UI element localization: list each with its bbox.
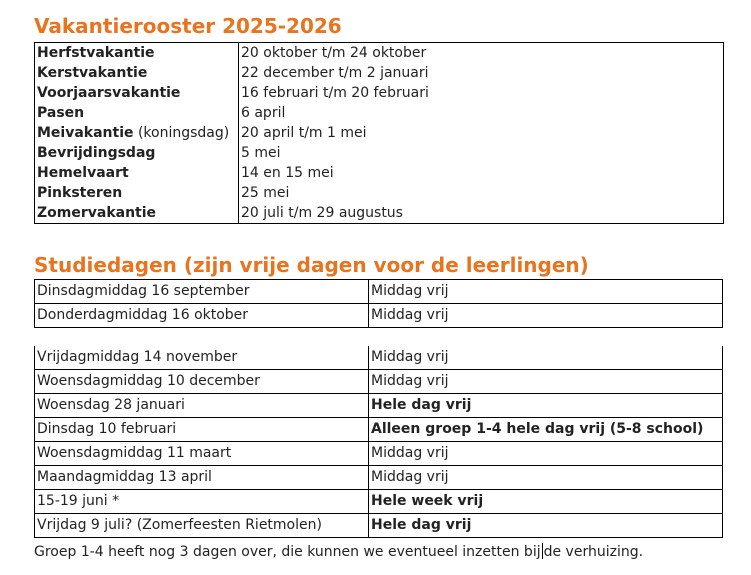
vacation-note: (koningsdag) <box>133 124 230 141</box>
vacation-name-cell <box>35 143 239 163</box>
vacation-row <box>35 203 724 224</box>
vacation-row <box>35 123 724 143</box>
study-day-date: Woensdagmiddag 10 december <box>35 370 369 394</box>
footnote <box>34 543 643 560</box>
vacation-table <box>34 42 724 224</box>
vacation-title: Vakantierooster 2025-2026 <box>34 14 342 38</box>
study-day-date: Vrijdagmiddag 14 november <box>35 346 369 370</box>
vacation-row <box>35 83 724 103</box>
study-day-row <box>35 370 723 394</box>
vacation-name-cell <box>35 83 239 103</box>
vacation-name-cell <box>35 163 239 183</box>
vacation-row <box>35 163 724 183</box>
vacation-row <box>35 143 724 163</box>
vacation-dates: 20 oktober t/m 24 oktober <box>241 44 427 61</box>
study-day-status: Hele dag vrij <box>369 514 723 538</box>
study-day-row <box>35 346 723 370</box>
study-day-row <box>35 490 723 514</box>
study-day-status: Middag vrij <box>369 466 723 490</box>
study-day-status: Middag vrij <box>369 370 723 394</box>
study-days-title: Studiedagen (zijn vrije dagen voor de leerlingen) <box>34 253 589 277</box>
vacation-dates: 20 april t/m 1 mei <box>241 124 367 141</box>
vacation-dates: 25 mei <box>241 184 290 201</box>
vacation-name: Meivakantie <box>37 124 134 141</box>
study-day-status: Middag vrij <box>369 346 723 370</box>
study-day-row <box>35 442 723 466</box>
vacation-name-cell <box>35 103 239 123</box>
vacation-name: Voorjaarsvakantie <box>37 84 181 101</box>
footnote-text-end: de verhuizing. <box>543 544 644 560</box>
vacation-name: Hemelvaart <box>37 164 129 181</box>
study-day-date: Woensdag 28 januari <box>35 394 369 418</box>
vacation-row <box>35 63 724 83</box>
study-day-row <box>35 304 723 328</box>
vacation-dates: 22 december t/m 2 januari <box>241 64 429 81</box>
study-days-table-1 <box>34 279 723 328</box>
vacation-name: Herfstvakantie <box>37 44 155 61</box>
study-day-row <box>35 514 723 538</box>
vacation-name-cell <box>35 203 239 224</box>
study-day-row <box>35 466 723 490</box>
study-day-status: Hele dag vrij <box>369 394 723 418</box>
vacation-name: Kerstvakantie <box>37 64 148 81</box>
vacation-row <box>35 183 724 203</box>
study-day-status: Hele week vrij <box>369 490 723 514</box>
vacation-dates: 20 juli t/m 29 augustus <box>241 204 403 221</box>
vacation-row <box>35 43 724 64</box>
study-day-status: Alleen groep 1-4 hele dag vrij (5-8 school) <box>369 418 723 442</box>
study-day-date: Dinsdagmiddag 16 september <box>35 280 369 304</box>
study-day-date: Donderdagmiddag 16 oktober <box>35 304 369 328</box>
study-day-status: Middag vrij <box>369 442 723 466</box>
study-day-date: Dinsdag 10 februari <box>35 418 369 442</box>
study-day-status: Middag vrij <box>369 280 723 304</box>
vacation-name-cell <box>35 123 239 143</box>
study-day-date: Woensdagmiddag 11 maart <box>35 442 369 466</box>
footnote-text-start: Groep 1-4 heeft nog 3 dagen over, die kunnen we eventueel inzetten bij <box>34 544 541 560</box>
text-cursor <box>542 543 543 559</box>
vacation-dates: 14 en 15 mei <box>241 164 334 181</box>
vacation-name: Zomervakantie <box>37 204 157 221</box>
study-day-row <box>35 418 723 442</box>
vacation-name-cell <box>35 43 239 64</box>
study-day-row <box>35 394 723 418</box>
study-days-table-2 <box>34 346 723 538</box>
vacation-name: Bevrijdingsdag <box>37 144 156 161</box>
vacation-name-cell <box>35 63 239 83</box>
vacation-name-cell <box>35 183 239 203</box>
study-day-status: Middag vrij <box>369 304 723 328</box>
vacation-name: Pinksteren <box>37 184 123 201</box>
vacation-name: Pasen <box>37 104 85 121</box>
vacation-row <box>35 103 724 123</box>
vacation-dates: 5 mei <box>241 144 281 161</box>
vacation-dates: 16 februari t/m 20 februari <box>241 84 429 101</box>
vacation-dates: 6 april <box>241 104 286 121</box>
study-day-date: Vrijdag 9 juli? (Zomerfeesten Rietmolen) <box>35 514 369 538</box>
study-day-row <box>35 280 723 304</box>
study-day-date: 15-19 juni * <box>35 490 369 514</box>
study-day-date: Maandagmiddag 13 april <box>35 466 369 490</box>
